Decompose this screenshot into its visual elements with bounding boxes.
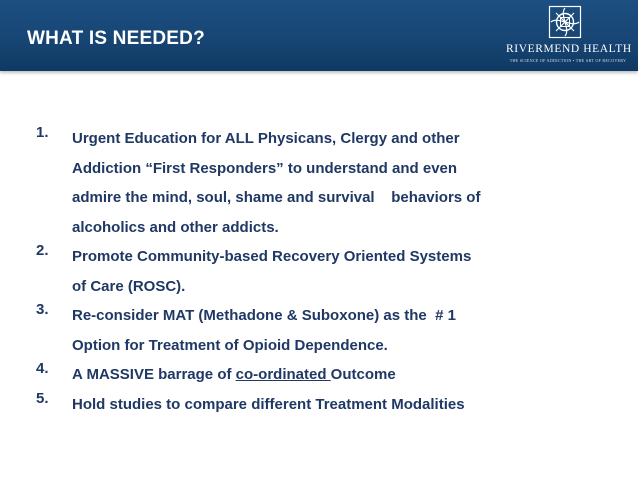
list-line: of Care (ROSC). bbox=[72, 277, 186, 295]
list-line: alcoholics and other addicts. bbox=[72, 218, 279, 236]
logo-tagline: THE SCIENCE OF ADDICTION • THE ART OF RECOVERY bbox=[509, 58, 627, 63]
rivermend-knot-logo-icon bbox=[548, 5, 582, 39]
list-line: Promote Community-based Recovery Oriented Systems bbox=[72, 248, 472, 265]
logo-name: RIVERMEND HEALTH bbox=[506, 43, 632, 55]
rivermend-logo bbox=[506, 5, 630, 67]
list-line: Urgent Education for ALL Physicans, Clergy and other bbox=[72, 130, 460, 147]
list-item-2 bbox=[36, 242, 626, 301]
list-number: 1. bbox=[36, 124, 49, 141]
list-line: Addiction “First Responders” to understand and even bbox=[72, 159, 458, 177]
list-number: 3. bbox=[36, 301, 49, 318]
list-line: Re-consider MAT (Methadone & Suboxone) as the # 1 bbox=[72, 307, 456, 324]
list-line: Option for Treatment of Opioid Dependence. bbox=[72, 336, 388, 354]
header-bar bbox=[0, 0, 638, 71]
list-item-1 bbox=[36, 124, 626, 242]
list-text: Outcome bbox=[330, 366, 396, 383]
list-number: 2. bbox=[36, 242, 49, 259]
list-line: Hold studies to compare different Treatment Modalities bbox=[72, 395, 465, 413]
list-item-3 bbox=[36, 301, 626, 360]
list-line: admire the mind, soul, shame and survival behaviors of bbox=[72, 189, 481, 206]
list-item-5 bbox=[36, 390, 626, 420]
needs-list bbox=[36, 124, 626, 419]
list-line bbox=[72, 360, 626, 390]
list-number: 4. bbox=[36, 360, 49, 377]
slide-title: WHAT IS NEEDED? bbox=[27, 28, 205, 49]
list-number: 5. bbox=[36, 389, 49, 407]
list-text: A MASSIVE barrage of bbox=[72, 366, 236, 383]
list-item-4 bbox=[36, 360, 626, 390]
underlined-text: co-ordinated bbox=[235, 366, 331, 383]
